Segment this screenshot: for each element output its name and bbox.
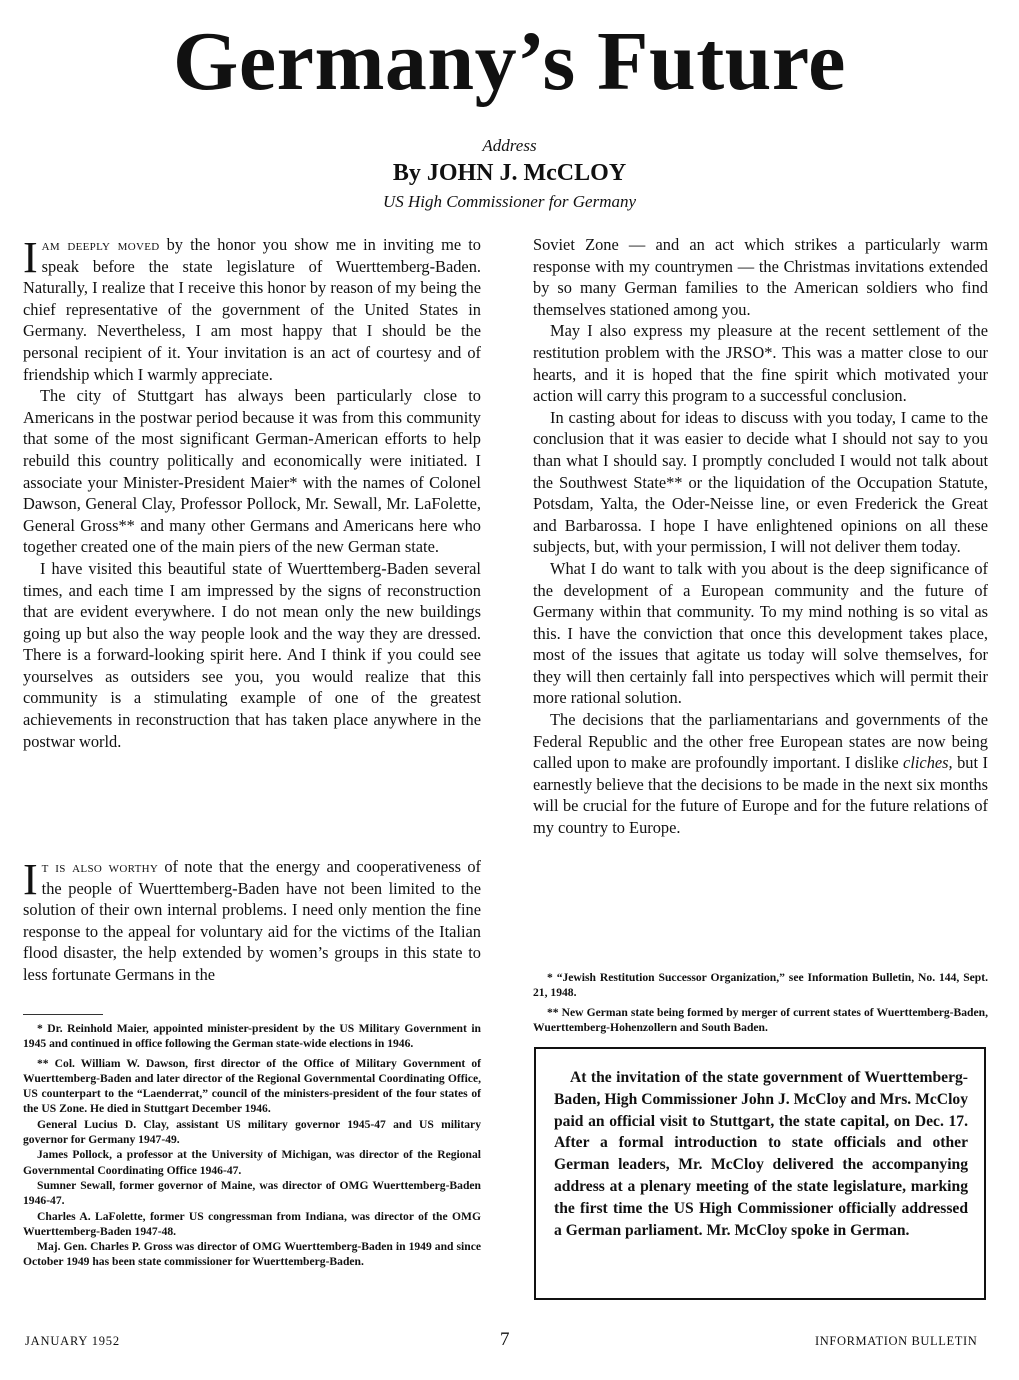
footnote-divider (23, 1014, 103, 1015)
paragraph-6: May I also express my pleasure at the recent settlement of the restitution problem with the JRSO*. This was a matter close to our hearts, and it is hoped that the fine spirit which motivated your action will carry this program to a successful conclusion. (533, 321, 988, 406)
footnotes-right (533, 970, 988, 1035)
editor-note-text: At the invitation of the state government of Wuerttemberg-Baden, High Commissioner John J. McCloy and Mrs. McCloy paid an official visit to Stuttgart, the state capital, on Dec. 17. After a formal introduction to state officials and other German leaders, Mr. McCloy delivered the accompanying address at a plenary meeting of the state legislature, marking the first time the US High Commissioner officially addressed a German parliament. Mr. McCloy spoke in German. (554, 1069, 968, 1239)
paragraph-text: The decisions that the parliamentarians and governments of the Federal Republic and the other free European states are now being called upon to make are profoundly important. I dislike (533, 710, 988, 773)
footer-publication: INFORMATION BULLETIN (815, 1334, 978, 1348)
column-left-bottom (23, 856, 481, 986)
editor-note-box (534, 1047, 986, 1300)
article-byline: By JOHN J. McCLOY (392, 160, 627, 186)
drop-cap: I (23, 233, 38, 282)
paragraph-2: The city of Stuttgart has always been particularly close to Americans in the postwar period because it was from this community that some of the most significant German-American efforts to help rebuild this country politically and economically were initiated. I associate your Minister-President Maier* with the names of Colonel Dawson, General Clay, Professor Pollock, Mr. Sewall, Mr. LaFolette, General Gross** and many other Germans and Americans here who together created one of the main piers of the new German state. (23, 386, 481, 557)
column-right (533, 234, 988, 839)
footnote: James Pollock, a professor at the University of Michigan, was director of the Regional Governmental Coordinating Office 1946-47. (23, 1148, 481, 1177)
paragraph-7: In casting about for ideas to discuss with you today, I came to the conclusion that it was easier to decide what I should not say to you than what I should say. I promptly concluded I would not talk about the Southwest State** or the liquidation of the Occupation Statute, Potsdam, Yalta, the Oder-Neisse line, or even Frederick the Great and Barbarossa. I hope I have enlightened opinions on all these subjects, but, with your permission, I will not deliver them today. (533, 407, 988, 557)
paragraph-9 (533, 709, 988, 839)
lead-in: am deeply moved (41, 235, 160, 254)
paragraph-text: of note that the energy and cooperativeness of the people of Wuerttemberg-Baden have not been limited to the solution of their own internal problems. I need only mention the fine response to the appeal for voluntary aid for the victims of the Italian flood disaster, the help extended by women’s groups in this state to less fortunate Germans in the (23, 857, 481, 984)
footnote: General Lucius D. Clay, assistant US military governor 1945-47 and US military governor for Germany 1947-49. (23, 1117, 481, 1147)
footnotes-left (23, 1021, 481, 1270)
footnote: * “Jewish Restitution Successor Organization,” see Information Bulletin, No. 144, Sept. 21, 1948. (533, 971, 988, 1000)
footnote: ** Col. William W. Dawson, first director of the Office of Military Government of Wuerttemberg-Baden and later director of the Regional Governmental Coordinating Office, US counterpart to the “Laenderrat,” council of the ministers-president of the four states of the US Zone. He died in Stuttgart December 1946. (23, 1056, 481, 1116)
paragraph-8: What I do want to talk with you about is the deep significance of the development of a European community and the future of Germany within that community. To my mind nothing is so vital as this. I have the conviction that once this development takes place, most of the issues that agitate us today will solve themselves, for they will then certainly fall into perspectives which will permit their more rational solution. (533, 558, 988, 708)
footnote: Sumner Sewall, former governor of Maine, was director of OMG Wuerttemberg-Baden 1946-47. (23, 1178, 481, 1208)
author-role: US High Commissioner for Germany (382, 192, 637, 211)
paragraph-1 (23, 234, 481, 385)
column-left-top (23, 234, 481, 752)
footnote: ** New German state being formed by merger of current states of Wuerttemberg-Baden, Wuerttemberg-Hohenzollern and South Baden. (533, 1005, 988, 1034)
footnote: Maj. Gen. Charles P. Gross was director of OMG Wuerttemberg-Baden in 1949 and since October 1949 has been state commissioner for Wuerttemberg-Baden. (23, 1240, 481, 1269)
paragraph-text: but I earnestly believe that the decisions to be made in the next six months will be crucial for the future of Europe and for the future relations of my country to Europe. (533, 753, 988, 838)
lead-in: t is also worthy (41, 857, 159, 876)
page-number: 7 (500, 1329, 510, 1350)
drop-cap: I (23, 855, 38, 904)
paragraph-4 (23, 856, 481, 986)
emphasis: cliches, (903, 753, 953, 773)
footer-date: JANUARY 1952 (25, 1334, 120, 1348)
footnote: Charles A. LaFolette, former US congressman from Indiana, was director of the OMG Wuerttemberg-Baden 1947-48. (23, 1209, 481, 1238)
article-kicker: Address (482, 136, 537, 155)
paragraph-text: by the honor you show me in inviting me to speak before the state legislature of Wuerttemberg-Baden. Naturally, I realize that I receive this honor by reason of my being the chief representative of the government of the United States in Germany. Nevertheless, I am most happy that I should be the personal recipient of it. Your invitation is an act of courtesy and of friendship which I warmly appreciate. (23, 235, 481, 384)
footnote: * Dr. Reinhold Maier, appointed minister-president by the US Military Government in 1945 and continued in office following the German state-wide elections in 1946. (23, 1022, 481, 1051)
paragraph-5: Soviet Zone — and an act which strikes a particularly warm response with my countrymen — the Christmas invitations extended by so many German families to the American soldiers who find themselves stationed among you. (533, 235, 988, 319)
paragraph-3: I have visited this beautiful state of Wuerttemberg-Baden several times, and each time I am impressed by the signs of reconstruction that are evident everywhere. I do not mean only the new buildings going up but also the way people look and the way they are dressed. There is a forward-looking spirit here. And I think if you could see yourselves as outsiders see you, you would realize that this community is a stimulating example of one of the greatest achievements in reconstruction that has taken place anywhere in the postwar world. (23, 558, 481, 751)
article-title: Germany’s Future (173, 15, 846, 108)
